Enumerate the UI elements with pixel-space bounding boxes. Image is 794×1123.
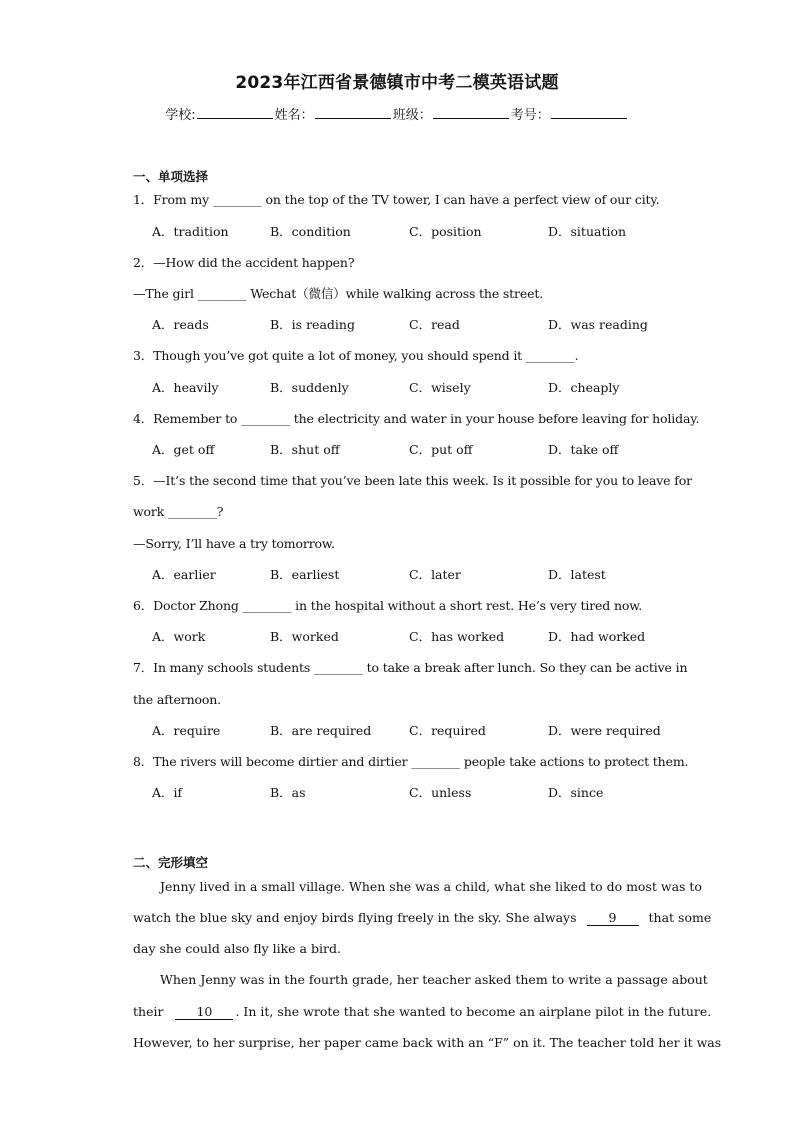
question-6-option-c[interactable]: C．has worked [409, 629, 505, 644]
question-7-options [152, 723, 712, 739]
school-blank[interactable] [197, 106, 273, 119]
section-heading-cloze: 二、完形填空 [133, 855, 209, 870]
cloze-paragraph-2-line-1: When Jenny was in the fourth grade, her teacher asked them to write a passage about [160, 972, 708, 987]
question-8-option-d[interactable]: D．since [548, 785, 604, 800]
question-8-option-c[interactable]: C．unless [409, 785, 472, 800]
question-6-option-a[interactable]: A．work [152, 629, 206, 644]
question-5-stem-line-3: —Sorry, I’ll have a try tomorrow. [133, 536, 335, 551]
name-label: 姓名： [274, 108, 314, 123]
question-6-option-b[interactable]: B．worked [270, 629, 339, 644]
question-3-option-a[interactable]: A．heavily [152, 380, 219, 395]
cloze-paragraph-1-line-1: Jenny lived in a small village. When she was a child, what she liked to do most was to [160, 879, 702, 894]
question-3-option-b[interactable]: B．suddenly [270, 380, 349, 395]
student-info-line [0, 104, 794, 123]
class-label: 班级： [392, 108, 432, 123]
question-4-option-b[interactable]: B．shut off [270, 442, 340, 457]
question-4-stem: 4．Remember to ________ the electricity and water in your house before leaving for holiday. [133, 411, 700, 426]
cloze-paragraph-1-line-2 [133, 910, 712, 926]
cloze-text: that some [648, 910, 712, 925]
question-7-stem: 7．In many schools students ________ to take a break after lunch. So they can be active in [133, 660, 688, 675]
exam-number-label: 考号： [510, 108, 550, 123]
question-2-option-b[interactable]: B．is reading [270, 317, 355, 332]
cloze-text: their [133, 1004, 164, 1019]
question-5-option-d[interactable]: D．latest [548, 567, 606, 582]
question-4-option-c[interactable]: C．put off [409, 442, 473, 457]
question-2-option-c[interactable]: C．read [409, 317, 460, 332]
page-title: 2023年江西省景德镇市中考二模英语试题 [235, 73, 559, 93]
cloze-paragraph-1-line-3: day she could also fly like a bird. [133, 941, 341, 956]
cloze-blank-10[interactable]: 10 [175, 1005, 233, 1020]
exam-number-blank[interactable] [551, 106, 627, 119]
question-7-option-a[interactable]: A．require [152, 723, 221, 738]
question-6-options [152, 629, 712, 645]
cloze-text: . In it, she wrote that she wanted to become an airplane pilot in the future. [235, 1004, 712, 1019]
question-5-stem: 5．—It’s the second time that you’ve been late this week. Is it possible for you to leave for [133, 473, 692, 488]
cloze-paragraph-2-line-2 [133, 1004, 712, 1020]
school-label: 学校: [165, 108, 196, 123]
question-6-option-d[interactable]: D．had worked [548, 629, 646, 644]
question-1-options [152, 224, 712, 240]
question-8-options [152, 785, 712, 801]
question-5-options [152, 567, 712, 583]
question-1-option-b[interactable]: B．condition [270, 224, 351, 239]
question-2-options [152, 317, 712, 333]
question-3-option-c[interactable]: C．wisely [409, 380, 471, 395]
question-5-option-c[interactable]: C．later [409, 567, 461, 582]
question-4-options [152, 442, 712, 458]
question-8-option-a[interactable]: A．if [152, 785, 183, 800]
question-3-option-d[interactable]: D．cheaply [548, 380, 620, 395]
question-2-stem: 2．—How did the accident happen? [133, 255, 355, 270]
section-heading-single-choice: 一、单项选择 [133, 169, 209, 184]
question-5-option-b[interactable]: B．earliest [270, 567, 340, 582]
question-1-option-d[interactable]: D．situation [548, 224, 627, 239]
question-6-stem: 6．Doctor Zhong ________ in the hospital without a short rest. He’s very tired now. [133, 598, 643, 613]
question-5-stem-line-2: work ________? [133, 504, 224, 519]
cloze-text: watch the blue sky and enjoy birds flying freely in the sky. She always [133, 910, 577, 925]
question-1-option-c[interactable]: C．position [409, 224, 482, 239]
question-1-stem: 1．From my ________ on the top of the TV tower, I can have a perfect view of our city. [133, 192, 660, 207]
question-2-option-a[interactable]: A．reads [152, 317, 209, 332]
cloze-blank-9[interactable]: 9 [587, 911, 639, 926]
question-1-option-a[interactable]: A．tradition [152, 224, 229, 239]
question-2-stem-line-2: —The girl ________ Wechat（微信）while walking across the street. [133, 286, 544, 301]
question-7-option-d[interactable]: D．were required [548, 723, 661, 738]
question-5-option-a[interactable]: A．earlier [152, 567, 216, 582]
question-2-option-d[interactable]: D．was reading [548, 317, 648, 332]
question-3-stem: 3．Though you’ve got quite a lot of money, you should spend it ________. [133, 348, 579, 363]
question-4-option-d[interactable]: D．take off [548, 442, 619, 457]
name-blank[interactable] [315, 106, 391, 119]
question-7-option-c[interactable]: C．required [409, 723, 486, 738]
cloze-paragraph-2-line-3: However, to her surprise, her paper came back with an “F” on it. The teacher told her it was [133, 1035, 722, 1050]
question-7-stem-line-2: the afternoon. [133, 692, 221, 707]
question-3-options [152, 380, 712, 396]
question-7-option-b[interactable]: B．are required [270, 723, 372, 738]
class-blank[interactable] [433, 106, 509, 119]
question-4-option-a[interactable]: A．get off [152, 442, 215, 457]
question-8-stem: 8．The rivers will become dirtier and dirtier ________ people take actions to protect them. [133, 754, 689, 769]
question-8-option-b[interactable]: B．as [270, 785, 306, 800]
